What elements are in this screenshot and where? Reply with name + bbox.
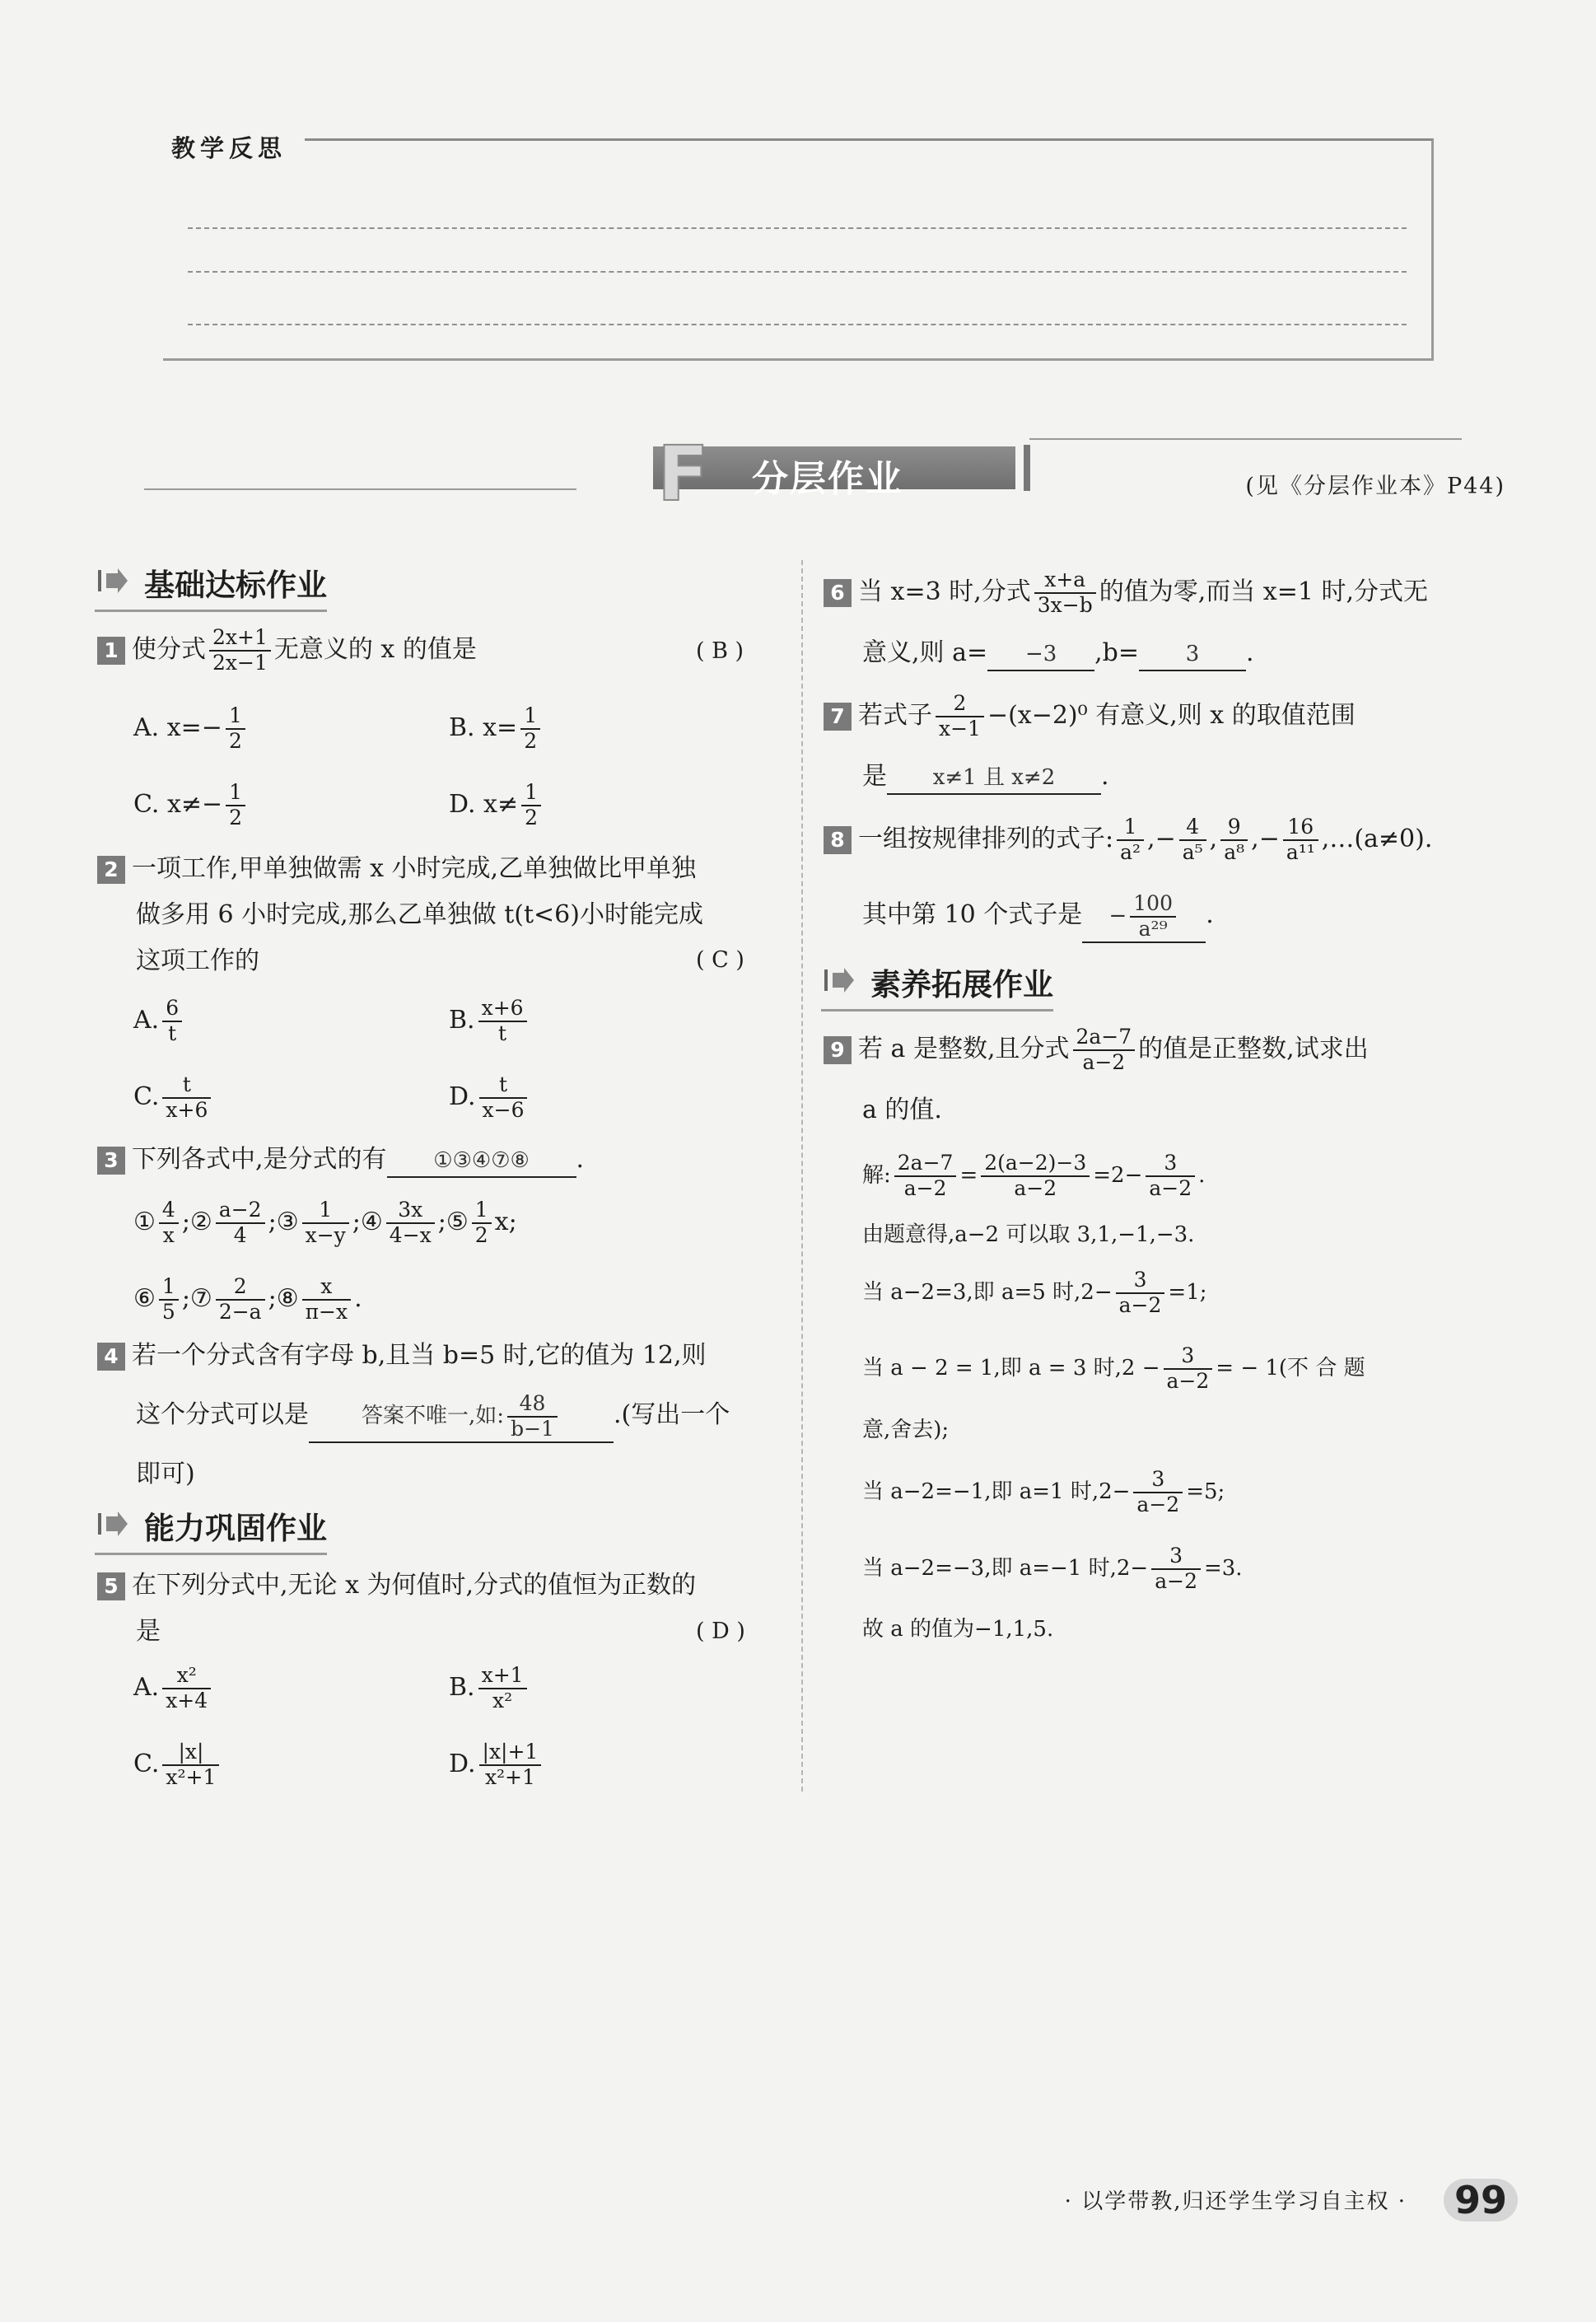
question-5: 5 在下列分式中,无论 x 为何值时,分式的值恒为正数的 xyxy=(97,1563,696,1609)
banner-line-right xyxy=(1029,438,1462,440)
answer-2: ( C ) xyxy=(696,947,744,973)
question-7-line2: 是 x≠1 且 x≠2 . xyxy=(862,754,1109,800)
section-banner xyxy=(579,430,1024,518)
question-4-line3: 即可) xyxy=(136,1460,195,1488)
solution-step-2: 由题意得,a−2 可以取 3,1,−1,−3. xyxy=(862,1222,1195,1247)
question-7: 7 若式子 $\frac{2}{x-1}$ −(x−2)⁰ 有意义,则 x 的取值范围 xyxy=(824,692,1356,741)
answer-6a: −3 xyxy=(987,638,1094,671)
answer-8: − $\frac{100}{\text{a²⁹}}$ xyxy=(1082,892,1206,943)
option-1a: A. x=− $\frac{1}{2}$ xyxy=(133,704,249,754)
question-8: 8 一组按规律排列的式子: $\frac{1}{\text{a²}}$ ,− $\frac{4}{\text{a⁵}}$ , $\frac{9}{\text{a⁸}}$ ,− $\frac{16}{\text{a¹¹}}$ ,…(a≠0). xyxy=(824,815,1432,865)
question-1: 1 使分式 $\frac{2x+1}{2x-1}$ 无意义的 x 的值是 xyxy=(97,626,477,675)
option-5d: D. $\frac{|x|+1}{\text{x²+1}}$ xyxy=(449,1740,544,1790)
footer-slogan: · 以学带教,归还学生学习自主权 · xyxy=(1064,2189,1407,2214)
answer-5: ( D ) xyxy=(696,1619,745,1644)
question-4-line2: 这个分式可以是 答案不唯一,如: $\frac{48}{b-1}$ .(写出一个 xyxy=(136,1392,730,1443)
question-6: 6 当 x=3 时,分式 $\frac{x+a}{3x-b}$ 的值为零,而当 x=1 时,分式无 xyxy=(824,568,1428,618)
answer-1: ( B ) xyxy=(696,638,744,664)
option-1c: C. x≠− $\frac{1}{2}$ xyxy=(133,781,249,830)
banner-line-left xyxy=(144,488,576,490)
section-ability: 能力巩固作业 xyxy=(95,1503,327,1555)
reflection-title: 教学反思 xyxy=(171,134,287,162)
question-3-items-1: ① $\frac{4}{x}$ ;② $\frac{a-2}{4}$ ;③ $\frac{1}{x-y}$ ;④ $\frac{3x}{4-x}$ ;⑤ $\frac{1}{2}$ x; xyxy=(133,1198,517,1247)
option-1d: D. x≠ $\frac{1}{2}$ xyxy=(449,781,544,830)
option-2b: B. $\frac{x+6}{t}$ xyxy=(449,997,530,1046)
question-8-line2: 其中第 10 个式子是 − $\frac{100}{\text{a²⁹}}$ . xyxy=(862,892,1214,943)
answer-7: x≠1 且 x≠2 xyxy=(887,762,1101,795)
solution-step-4: 当 a − 2 = 1,即 a = 3 时,2 − $\frac{3}{a-2}$ = − 1(不 合 题 xyxy=(862,1343,1365,1393)
solution-step-6: 当 a−2=−1,即 a=1 时,2− $\frac{3}{a-2}$ =5; xyxy=(862,1467,1225,1516)
solution-step-5: 意,舍去); xyxy=(862,1418,950,1442)
banner-title: 分层作业 xyxy=(752,458,903,500)
banner-letter: F xyxy=(657,430,709,518)
arrow-icon xyxy=(96,1508,129,1539)
question-6-line2: 意义,则 a= −3 ,b= 3 . xyxy=(862,630,1254,676)
column-divider xyxy=(801,560,803,1792)
question-2-line2: 做多用 6 小时完成,那么乙单独做 t(t<6)小时能完成 xyxy=(136,900,703,929)
question-2: 2 一项工作,甲单独做需 x 小时完成,乙单独做比甲单独 xyxy=(97,846,696,892)
answer-6b: 3 xyxy=(1139,638,1246,671)
arrow-icon xyxy=(823,965,856,996)
question-3: 3 下列各式中,是分式的有 ①③④⑦⑧ . xyxy=(97,1137,584,1183)
question-9: 9 若 a 是整数,且分式 $\frac{2a-7}{a-2}$ 的值是正整数,试求出 xyxy=(824,1026,1369,1075)
option-2c: C. $\frac{t}{x+6}$ xyxy=(133,1073,214,1123)
page-number: 99 xyxy=(1444,2179,1518,2222)
answer-3: ①③④⑦⑧ xyxy=(387,1145,576,1178)
option-5b: B. $\frac{x+1}{\text{x²}}$ xyxy=(449,1664,530,1713)
section-basic: 基础达标作业 xyxy=(95,560,327,612)
solution-step-1: 解: $\frac{2a-7}{a-2}$ = $\frac{2(a-2)-3}{a-2}$ =2− $\frac{3}{a-2}$ . xyxy=(862,1151,1206,1200)
solution-step-3: 当 a−2=3,即 a=5 时,2− $\frac{3}{a-2}$ =1; xyxy=(862,1268,1207,1317)
arrow-icon xyxy=(96,565,129,596)
option-5c: C. $\frac{|x|}{\text{x²+1}}$ xyxy=(133,1740,222,1790)
question-3-items-2: ⑥ $\frac{1}{5}$ ;⑦ $\frac{2}{2-a}$ ;⑧ $\frac{x}{\pi-x}$ . xyxy=(133,1274,362,1324)
question-2-line3: 这项工作的 xyxy=(136,946,259,975)
solution-step-8: 故 a 的值为−1,1,5. xyxy=(862,1617,1054,1642)
question-4: 4 若一个分式含有字母 b,且当 b=5 时,它的值为 12,则 xyxy=(97,1333,707,1379)
section-literacy: 素养拓展作业 xyxy=(821,960,1053,1011)
solution-step-7: 当 a−2=−3,即 a=−1 时,2− $\frac{3}{a-2}$ =3. xyxy=(862,1544,1243,1593)
option-2d: D. $\frac{t}{x-6}$ xyxy=(449,1073,530,1123)
option-1b: B. x= $\frac{1}{2}$ xyxy=(449,704,544,754)
workbook-reference: (见《分层作业本》P44) xyxy=(1245,474,1505,499)
reflection-box xyxy=(163,138,1434,361)
option-2a: A. $\frac{6}{t}$ xyxy=(133,997,185,1046)
question-5-line2: 是 xyxy=(136,1617,161,1646)
question-9-line2: a 的值. xyxy=(862,1096,942,1124)
option-5a: A. $\frac{\text{x²}}{x+4}$ xyxy=(133,1664,214,1713)
answer-4: 答案不唯一,如: $\frac{48}{b-1}$ xyxy=(309,1392,614,1443)
